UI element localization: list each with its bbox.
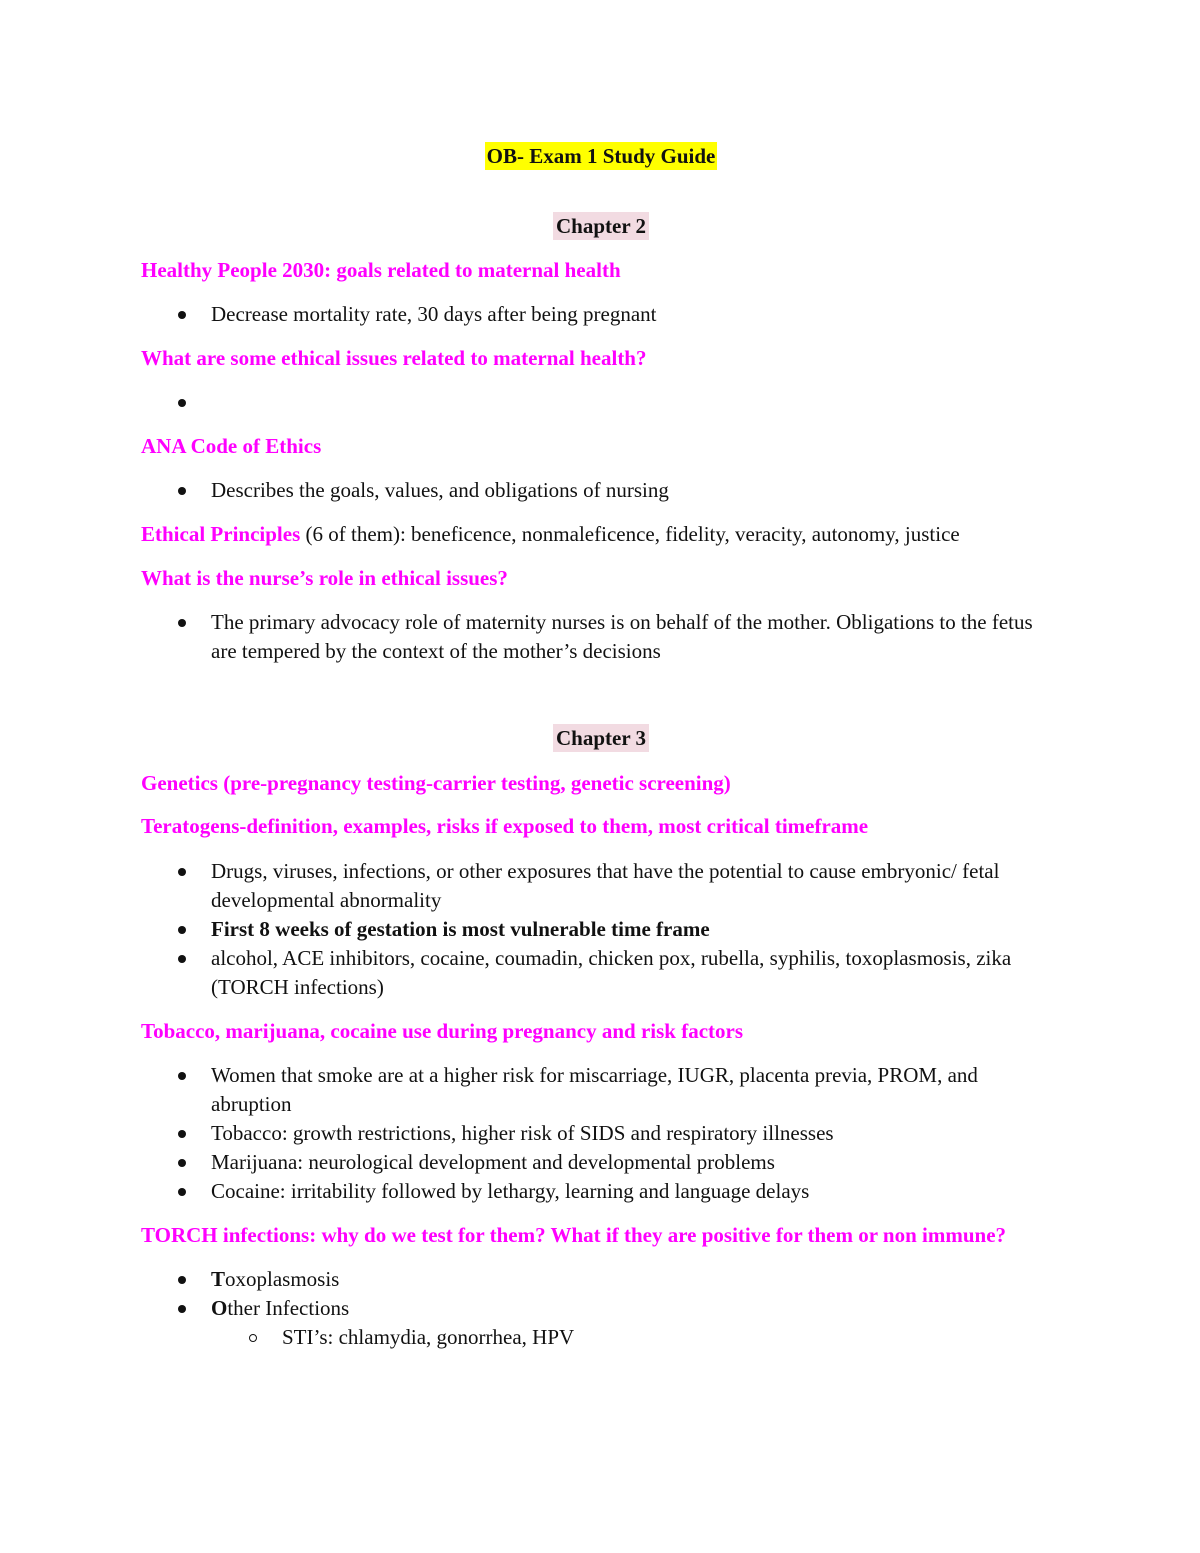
list-item: Cocaine: irritability followed by lethargy, learning and language delays — [141, 1177, 1061, 1206]
nurse-role-heading: What is the nurse’s role in ethical issues? — [141, 566, 508, 590]
list-item — [141, 1265, 1061, 1294]
list-item: Women that smoke are at a higher risk for miscarriage, IUGR, placenta previa, PROM, and abruption — [141, 1061, 1061, 1119]
list-item: Tobacco: growth restrictions, higher risk of SIDS and respiratory illnesses — [141, 1119, 1061, 1148]
ethical-issues-list — [141, 388, 1061, 417]
torch-heading: TORCH infections: why do we test for them? What if they are positive for them or non immune? — [141, 1223, 1007, 1247]
chapter-2-highlight: Chapter 2 — [553, 212, 649, 240]
ana-code-heading: ANA Code of Ethics — [141, 434, 322, 458]
teratogens-list — [141, 857, 1061, 1002]
document-body — [141, 141, 1061, 1352]
list-item: Decrease mortality rate, 30 days after being pregnant — [141, 300, 1061, 329]
nurse-role-list — [141, 608, 1061, 666]
substance-use-heading: Tobacco, marijuana, cocaine use during pregnancy and risk factors — [141, 1019, 744, 1043]
list-item: Drugs, viruses, infections, or other exposures that have the potential to cause embryonic/ fetal developmental abnormality — [141, 857, 1061, 915]
sub-list-item: STI’s: chlamydia, gonorrhea, HPV — [141, 1323, 1061, 1352]
list-item — [141, 1294, 1061, 1323]
torch-initial: T — [211, 1267, 226, 1291]
healthy-people-heading: Healthy People 2030: goals related to maternal health — [141, 258, 621, 282]
list-item: The primary advocacy role of maternity nurses is on behalf of the mother. Obligations to the fetus are tempered by the context of the mother’s decisions — [141, 608, 1061, 666]
healthy-people-list — [141, 300, 1061, 329]
ethical-principles-paragraph — [141, 520, 1061, 549]
title-highlight: OB- Exam 1 Study Guide — [486, 144, 716, 168]
torch-rest: ther Infections — [227, 1296, 350, 1320]
ethical-principles-text: (6 of them): beneficence, nonmaleficence, fidelity, veracity, autonomy, justice — [300, 522, 960, 546]
genetics-heading: Genetics (pre-pregnancy testing-carrier testing, genetic screening) — [141, 771, 731, 795]
torch-rest: oxoplasmosis — [225, 1267, 340, 1291]
ethical-issues-heading: What are some ethical issues related to maternal health? — [141, 346, 647, 370]
list-item: Describes the goals, values, and obligations of nursing — [141, 476, 1061, 505]
torch-list — [141, 1265, 1061, 1352]
list-item: First 8 weeks of gestation is most vulnerable time frame — [141, 915, 1061, 944]
substance-use-list — [141, 1061, 1061, 1206]
ethical-principles-label: Ethical Principles — [141, 522, 301, 546]
chapter-3-highlight: Chapter 3 — [553, 724, 649, 752]
list-item — [141, 388, 1061, 417]
teratogens-heading: Teratogens-definition, examples, risks if exposed to them, most critical timeframe — [141, 814, 869, 838]
torch-initial: O — [211, 1296, 228, 1320]
chapter-2-heading — [141, 212, 1061, 241]
list-item: Marijuana: neurological development and developmental problems — [141, 1148, 1061, 1177]
ana-code-list — [141, 476, 1061, 505]
document-title — [141, 142, 1061, 171]
chapter-3-heading — [141, 724, 1061, 753]
list-item: alcohol, ACE inhibitors, cocaine, coumadin, chicken pox, rubella, syphilis, toxoplasmosis, zika (TORCH infections) — [141, 944, 1061, 1002]
